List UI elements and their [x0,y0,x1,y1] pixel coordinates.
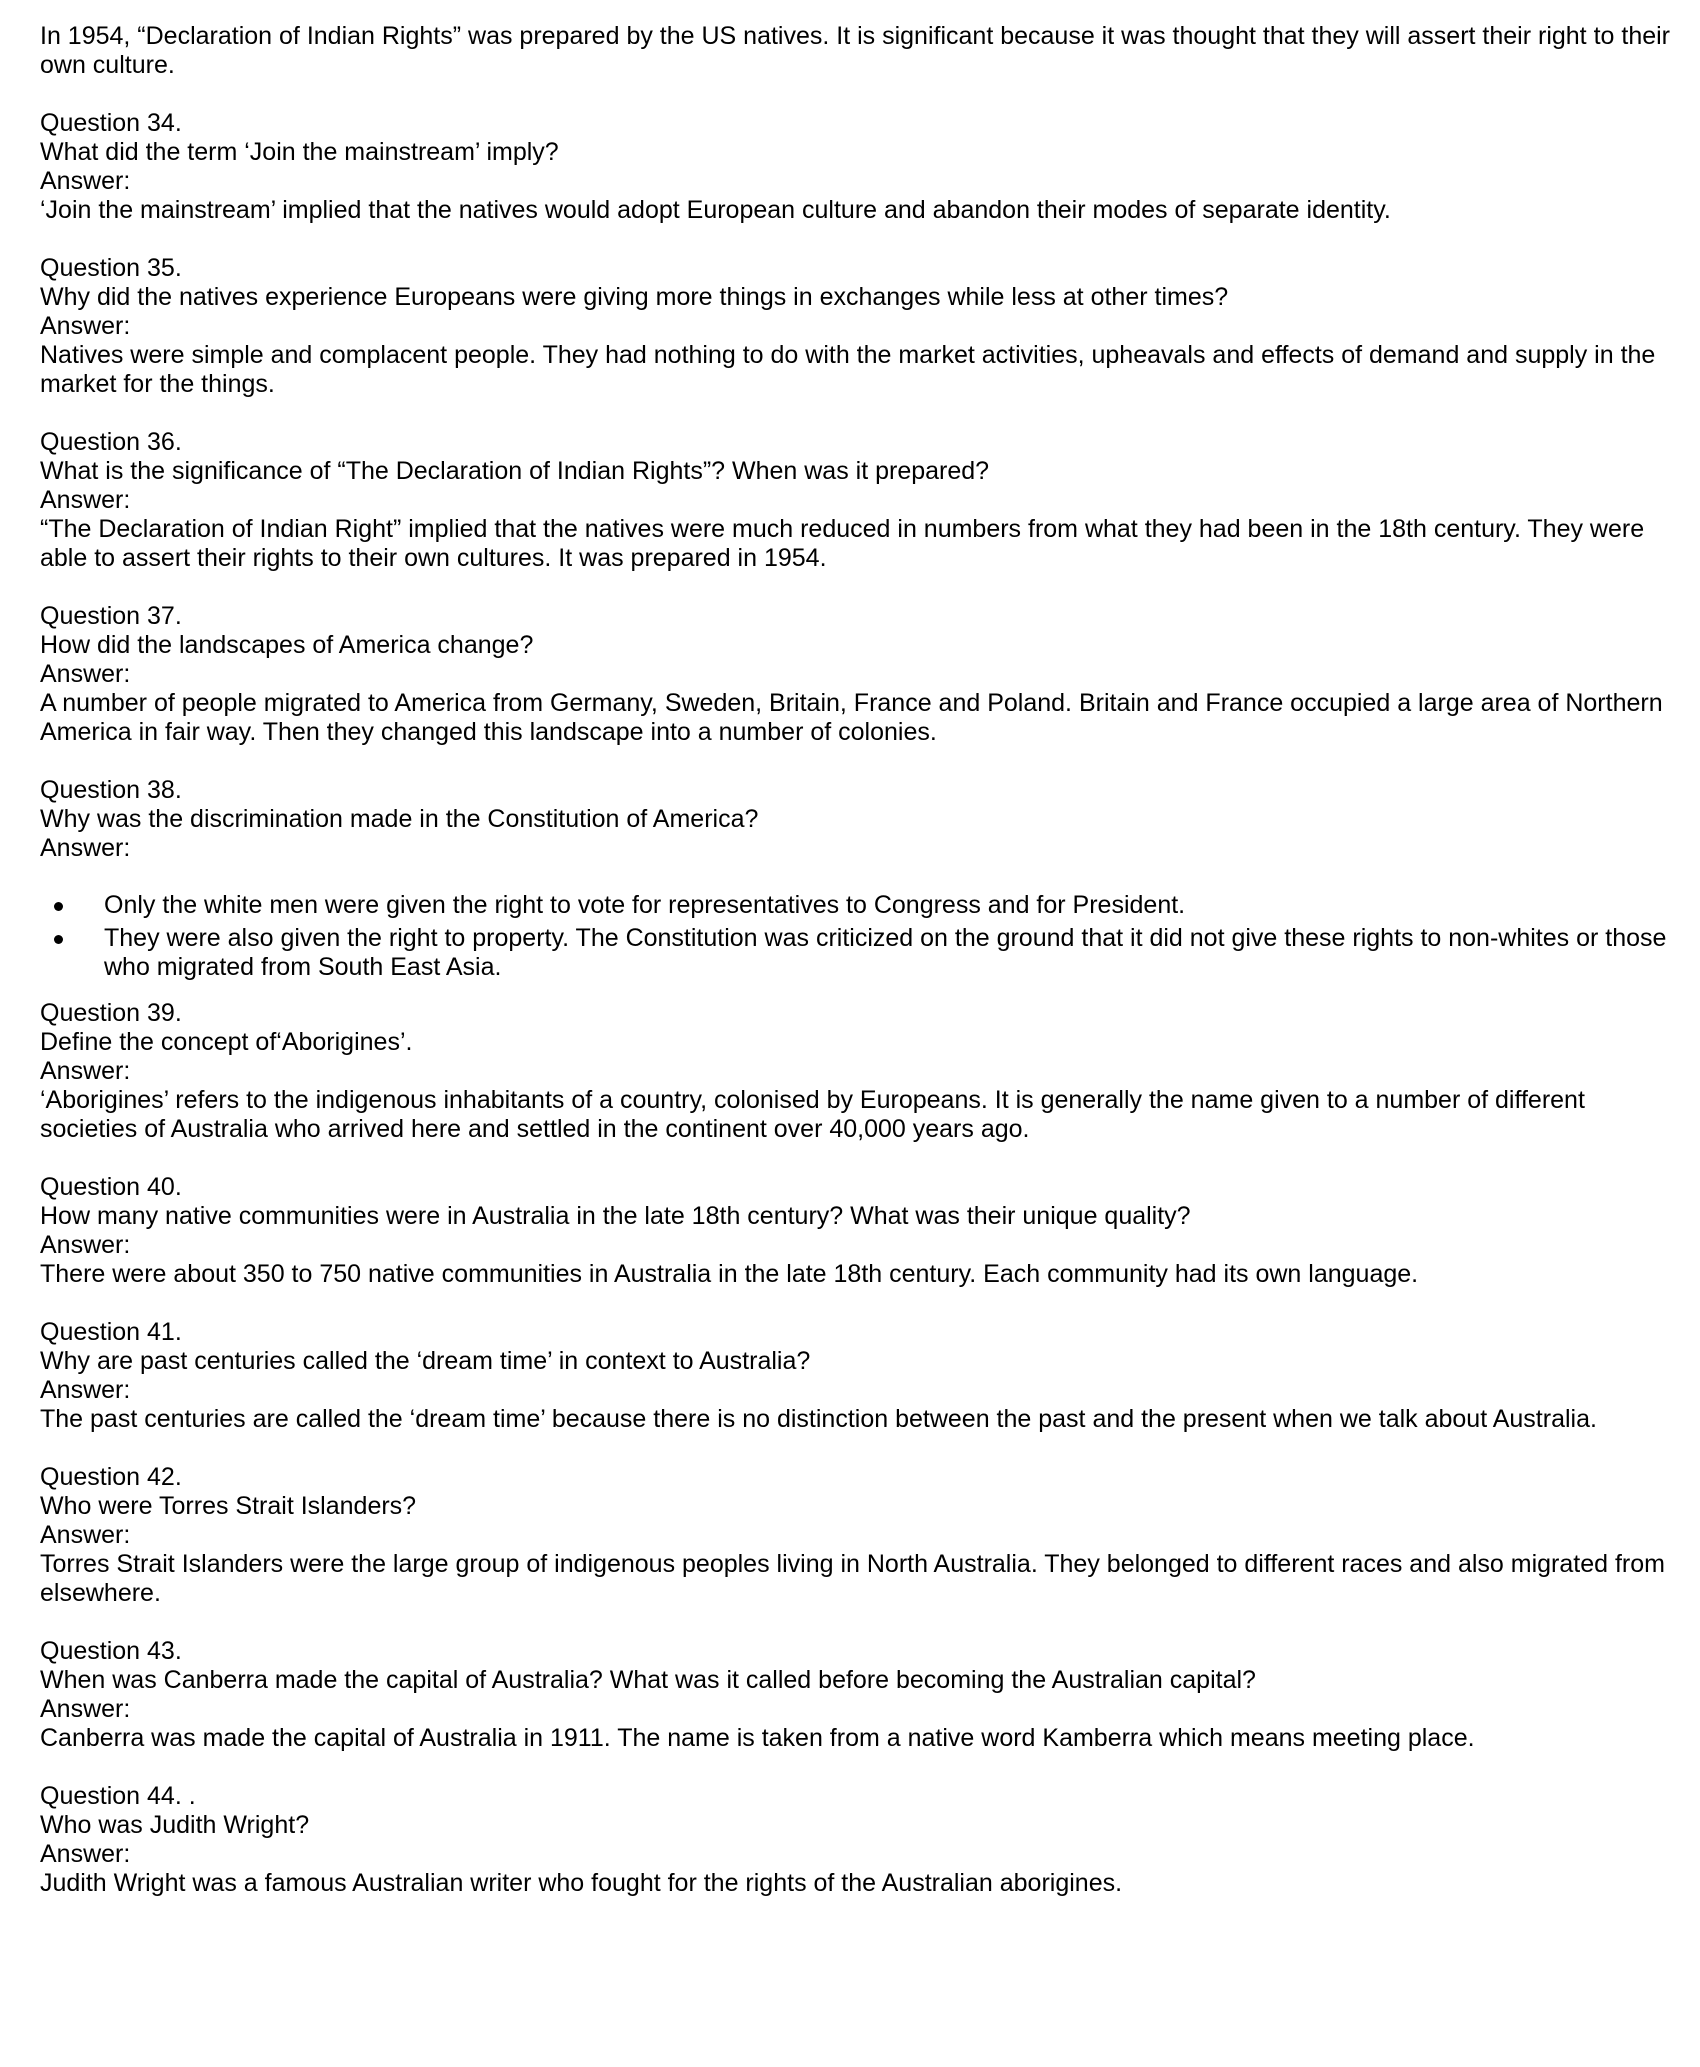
qa-block [40,602,1670,747]
question-label: Question 41. [40,1318,182,1346]
qa-block [40,254,1670,399]
question-label: Question 42. [40,1463,182,1491]
question-text: Define the concept of‘Aborigines’. [40,1028,413,1056]
question-label: Question 34. [40,109,182,137]
answer-label: Answer: [40,1231,131,1259]
qa-block [40,1637,1670,1753]
answer-text: ‘Aborigines’ refers to the indigenous inhabitants of a country, colonised by Europeans. It is generally the name given to a number of different societies of Australia who arrived here and settled in the continent over 40,000 years ago. [40,1086,1585,1143]
answer-label: Answer: [40,486,131,514]
bullet-text: They were also given the right to property. The Constitution was criticized on the ground that it did not give these rights to non-whites or those who migrated from South East Asia. [104,924,1667,981]
question-label: Question 36. [40,428,182,456]
answer-label: Answer: [40,1521,131,1549]
qa-block [40,1782,1670,1898]
qa-block [40,1318,1670,1434]
answer-text: Torres Strait Islanders were the large group of indigenous peoples living in North Australia. They belonged to different races and also migrated from elsewhere. [40,1550,1665,1607]
bullet-item [40,891,1670,920]
intro-paragraph: In 1954, “Declaration of Indian Rights” was prepared by the US natives. It is significant because it was thought that they will assert their right to their own culture. [40,22,1671,79]
answer-label: Answer: [40,834,131,862]
question-label: Question 35. [40,254,182,282]
question-text: When was Canberra made the capital of Australia? What was it called before becoming the Australian capital? [40,1666,1256,1694]
answer-bullet-list [40,891,1670,982]
bullet-icon [54,902,63,911]
answer-label: Answer: [40,167,131,195]
answer-label: Answer: [40,1840,131,1868]
question-text: How did the landscapes of America change? [40,631,534,659]
qa-block [40,999,1670,1144]
answer-text: ‘Join the mainstream’ implied that the natives would adopt European culture and abandon their modes of separate identity. [40,196,1391,224]
answer-label: Answer: [40,1057,131,1085]
question-answer-list [40,109,1670,1898]
question-text: Why are past centuries called the ‘dream time’ in context to Australia? [40,1347,811,1375]
answer-text: A number of people migrated to America from Germany, Sweden, Britain, France and Poland. Britain and France occupied a large area of Northern America in fair way. Then they changed this landscape into a number of colonies. [40,689,1663,746]
qa-block [40,109,1670,225]
qa-block [40,1463,1670,1608]
answer-text: Judith Wright was a famous Australian writer who fought for the rights of the Australian aborigines. [40,1869,1123,1897]
question-text: Who were Torres Strait Islanders? [40,1492,417,1520]
qa-block [40,776,1670,982]
question-text: Who was Judith Wright? [40,1811,310,1839]
question-text: Why did the natives experience Europeans were giving more things in exchanges while less at other times? [40,283,1229,311]
question-label: Question 38. [40,776,182,804]
answer-label: Answer: [40,1376,131,1404]
answer-label: Answer: [40,660,131,688]
bullet-item [40,924,1670,982]
question-label: Question 44. . [40,1782,196,1810]
bullet-text: Only the white men were given the right to vote for representatives to Congress and for President. [104,891,1186,919]
qa-block [40,428,1670,573]
answer-text: The past centuries are called the ‘dream time’ because there is no distinction between the past and the present when we talk about Australia. [40,1405,1597,1433]
answer-label: Answer: [40,312,131,340]
question-label: Question 43. [40,1637,182,1665]
bullet-icon [54,935,63,944]
question-text: What is the significance of “The Declaration of Indian Rights”? When was it prepared? [40,457,990,485]
answer-text: There were about 350 to 750 native communities in Australia in the late 18th century. Each community had its own language. [40,1260,1419,1288]
answer-text: “The Declaration of Indian Right” implied that the natives were much reduced in numbers from what they had been in the 18th century. They were able to assert their rights to their own cultures. It was prepared in 1954. [40,515,1645,572]
question-text: What did the term ‘Join the mainstream’ imply? [40,138,559,166]
answer-text: Natives were simple and complacent people. They had nothing to do with the market activities, upheavals and effects of demand and supply in the market for the things. [40,341,1656,398]
question-text: Why was the discrimination made in the Constitution of America? [40,805,759,833]
document-page [40,22,1670,1927]
question-label: Question 37. [40,602,182,630]
question-label: Question 39. [40,999,182,1027]
question-text: How many native communities were in Australia in the late 18th century? What was their unique quality? [40,1202,1191,1230]
qa-block [40,1173,1670,1289]
answer-label: Answer: [40,1695,131,1723]
question-label: Question 40. [40,1173,182,1201]
answer-text: Canberra was made the capital of Australia in 1911. The name is taken from a native word Kamberra which means meeting place. [40,1724,1475,1752]
